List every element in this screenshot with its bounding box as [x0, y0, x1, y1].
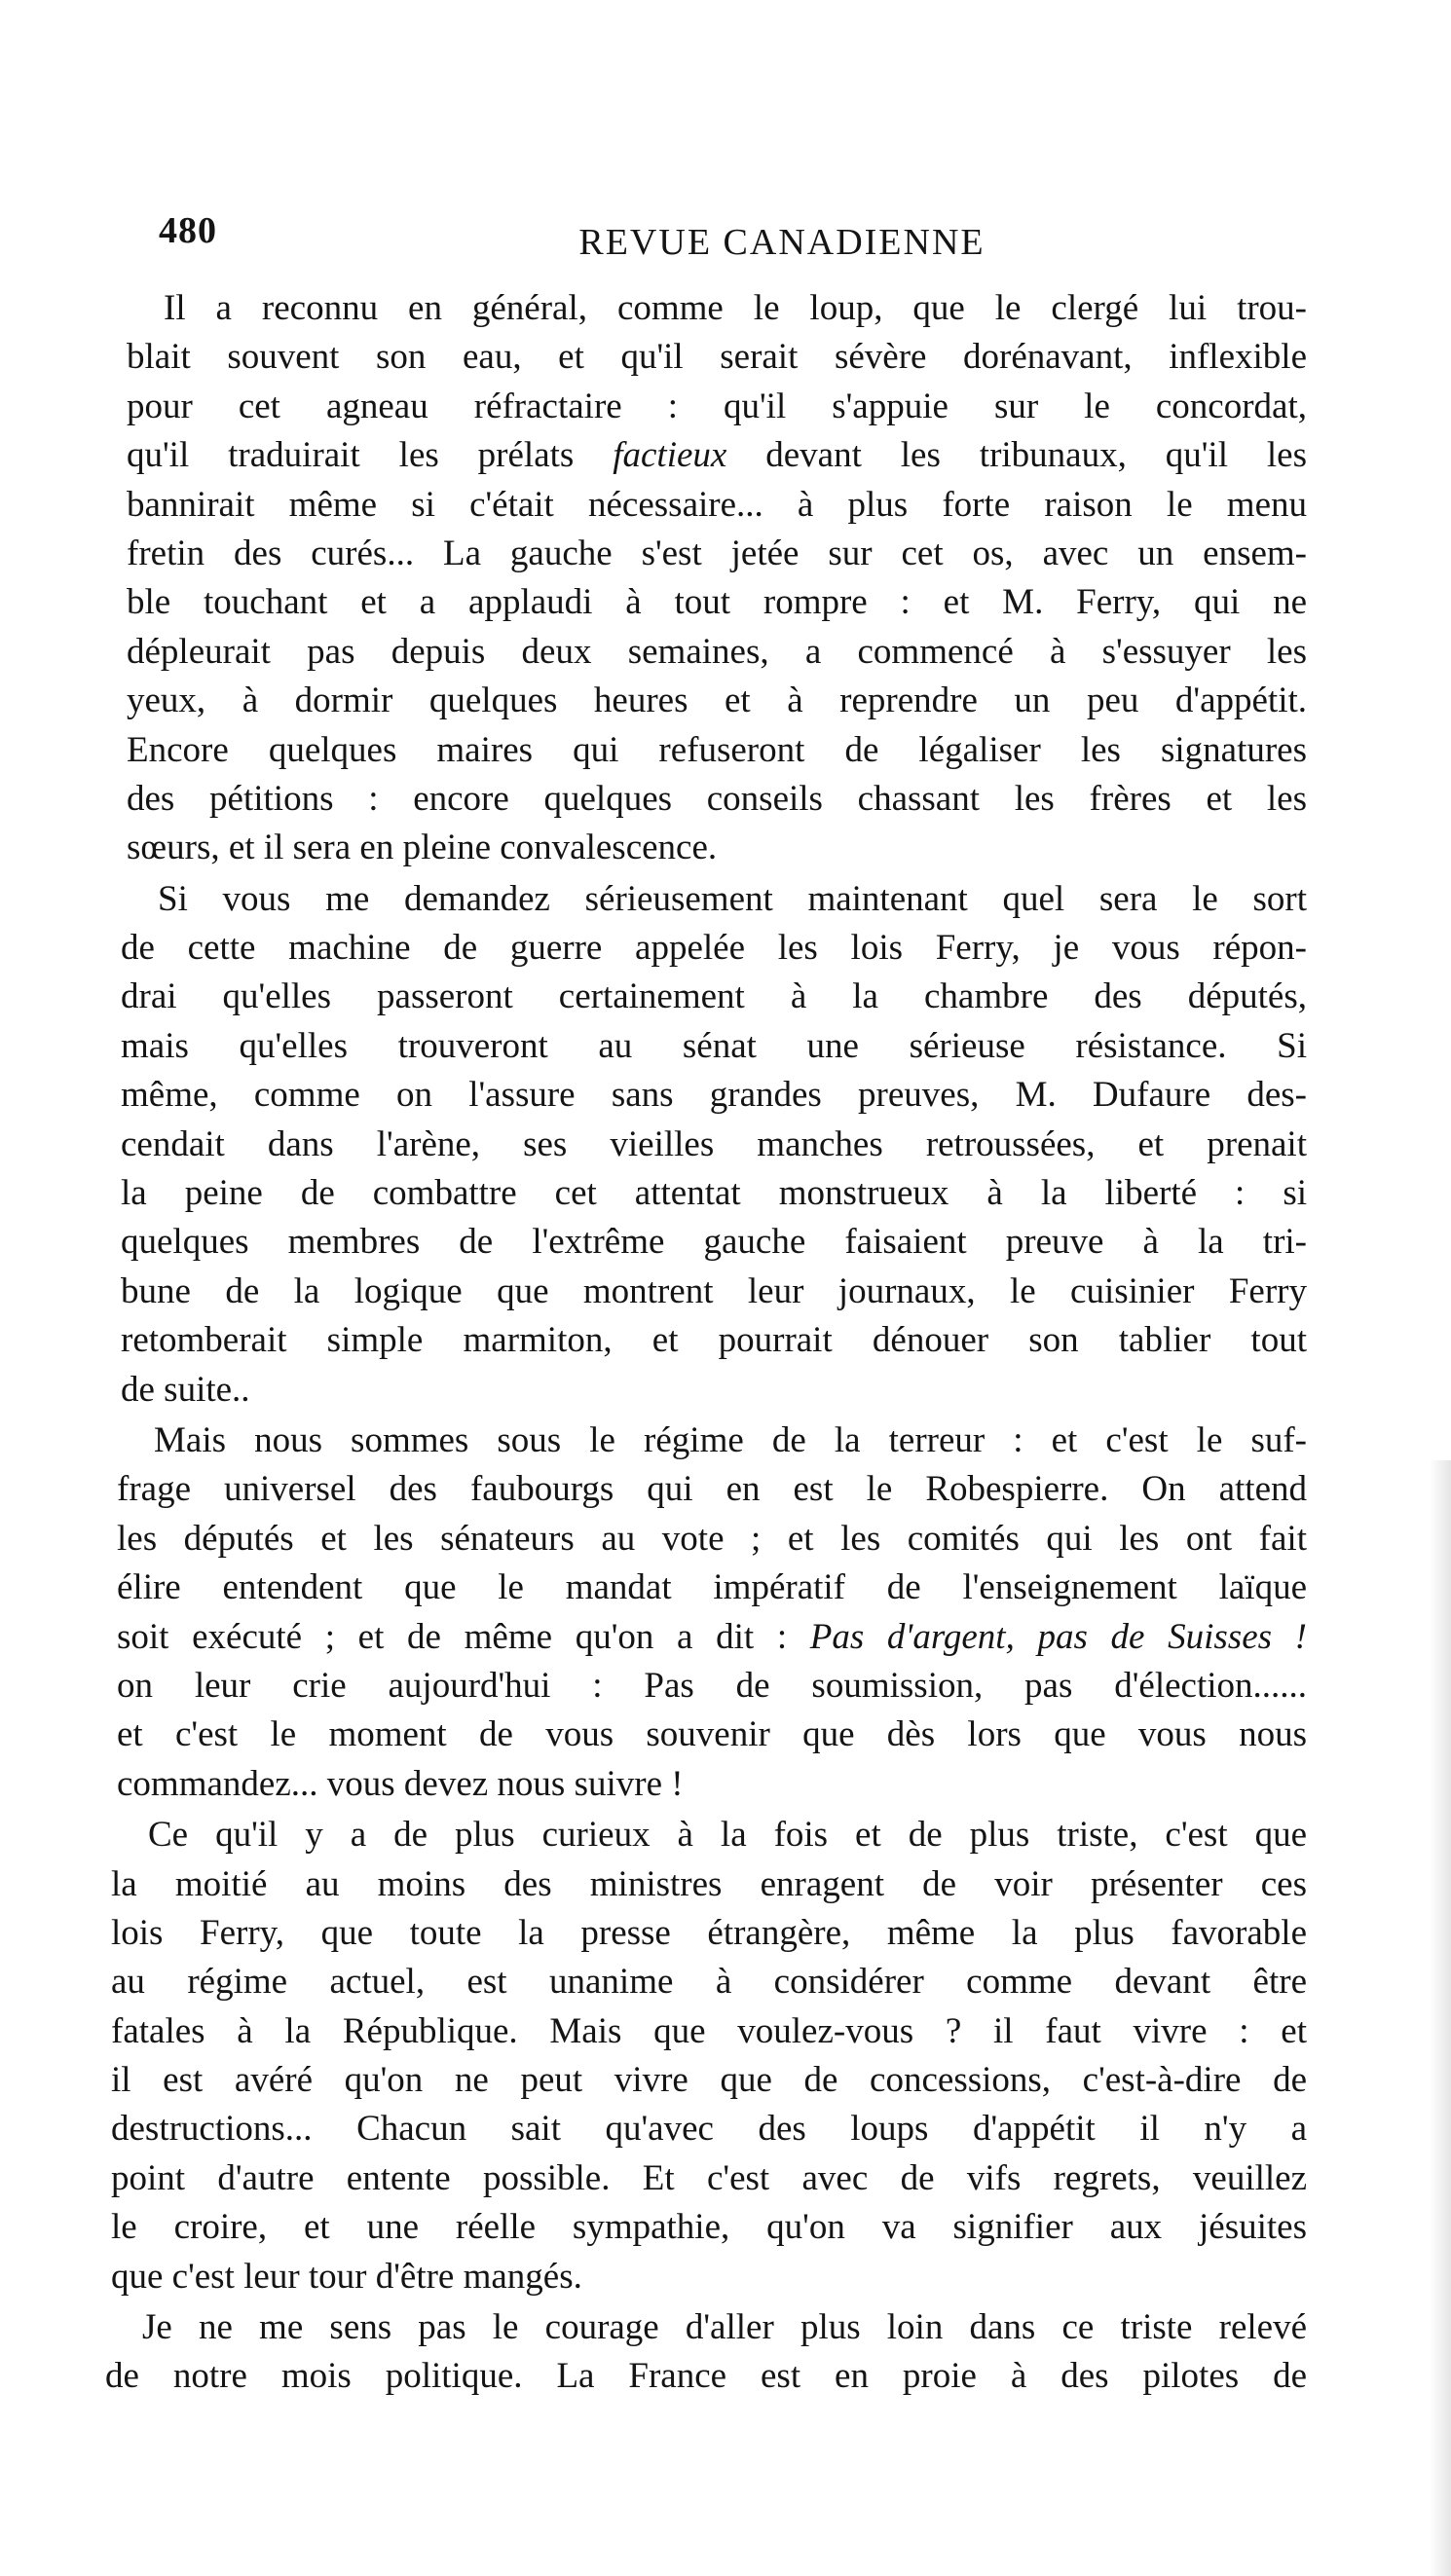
text-line: les députés et les sénateurs au vote ; et les comités qui les ont fait [117, 1518, 1307, 1559]
text-line: élire entendent que le mandat impératif de l'enseignement laïque [117, 1567, 1307, 1608]
text-line: la peine de combattre cet attentat monstrueux à la liberté : si [121, 1173, 1307, 1214]
paragraph [117, 1417, 1307, 1809]
text-line: la moitié au moins des ministres enragent de voir présenter ces [111, 1863, 1307, 1904]
text-line: des pétitions : encore quelques conseils chassant les frères et les [127, 778, 1307, 819]
text-line: point d'autre entente possible. Et c'est avec de vifs regrets, veuillez [111, 2157, 1307, 2198]
text-line: Encore quelques maires qui refuseront de légaliser les signatures [127, 729, 1307, 770]
text-line: bannirait même si c'était nécessaire... à plus forte raison le menu [127, 484, 1307, 525]
text-line: frage universel des faubourgs qui en est le Robespierre. On attend [117, 1469, 1307, 1510]
paragraph [111, 1811, 1307, 2301]
text-line: soit exécuté ; et de même qu'on a dit : Pas d'argent, pas de Suisses ! [117, 1616, 1307, 1657]
paragraph [105, 2303, 1307, 2402]
italic-phrase: factieux [613, 435, 727, 476]
text-line: bune de la logique que montrent leur journaux, le cuisinier Ferry [121, 1270, 1307, 1311]
text-line: dépleurait pas depuis deux semaines, a commencé à s'essuyer les [127, 631, 1307, 672]
text-line: Mais nous sommes sous le régime de la terreur : et c'est le suf- [154, 1419, 1307, 1460]
text-line: Ce qu'il y a de plus curieux à la fois et de plus triste, c'est que [148, 1815, 1307, 1856]
text-line: lois Ferry, que toute la presse étrangère, même la plus favorable [111, 1912, 1307, 1953]
page-header [159, 209, 1293, 268]
text-line: retomberait simple marmiton, et pourrait dénouer son tablier tout [121, 1320, 1307, 1361]
text-line: cendait dans l'arène, ses vieilles manches retroussées, et prenait [121, 1123, 1307, 1164]
text-line: que c'est leur tour d'être mangés. [111, 2256, 582, 2297]
paragraph [127, 284, 1307, 873]
text-line: fretin des curés... La gauche s'est jetée sur cet os, avec un ensem- [127, 533, 1307, 573]
page-number: 480 [159, 210, 217, 251]
text-line: fatales à la République. Mais que voulez-vous ? il faut vivre : et [111, 2010, 1307, 2051]
running-title: REVUE CANADIENNE [578, 222, 986, 263]
body-text [105, 284, 1307, 2404]
text-line: Je ne me sens pas le courage d'aller plus loin dans ce triste relevé [142, 2307, 1307, 2348]
text-line: Il a reconnu en général, comme le loup, que le clergé lui trou- [164, 288, 1307, 328]
text-line: drai qu'elles passeront certainement à la chambre des députés, [121, 976, 1307, 1017]
text-line: quelques membres de l'extrême gauche faisaient preuve à la tri- [121, 1222, 1307, 1263]
text-line: de cette machine de guerre appelée les lois Ferry, je vous répon- [121, 928, 1307, 969]
text-line: le croire, et une réelle sympathie, qu'on va signifier aux jésuites [111, 2207, 1307, 2248]
text-line: au régime actuel, est unanime à considérer comme devant être [111, 1962, 1307, 2003]
text-line: yeux, à dormir quelques heures et à reprendre un peu d'appétit. [127, 681, 1307, 721]
text-line: il est avéré qu'on ne peut vivre que de concessions, c'est-à-dire de [111, 2060, 1307, 2101]
text-line: de suite.. [121, 1369, 250, 1410]
text-line: de notre mois politique. La France est en proie à des pilotes de [105, 2356, 1307, 2397]
paragraph [121, 875, 1307, 1415]
text-line: qu'il traduirait les prélats factieux devant les tribunaux, qu'il les [127, 435, 1307, 476]
text-line: sœurs, et il sera en pleine convalescence. [127, 828, 718, 868]
text-line: et c'est le moment de vous souvenir que dès lors que vous nous [117, 1714, 1307, 1755]
italic-phrase: Pas d'argent, pas de Suisses ! [809, 1616, 1307, 1657]
text-line: pour cet agneau réfractaire : qu'il s'appuie sur le concordat, [127, 386, 1307, 426]
text-line: même, comme on l'assure sans grandes preuves, M. Dufaure des- [121, 1075, 1307, 1116]
text-line: mais qu'elles trouveront au sénat une sérieuse résistance. Si [121, 1025, 1307, 1066]
text-line: Si vous me demandez sérieusement maintenant quel sera le sort [158, 878, 1307, 919]
page-edge-shadow [1430, 1460, 1451, 2576]
text-line: on leur crie aujourd'hui : Pas de soumission, pas d'élection...... [117, 1665, 1307, 1706]
text-line: ble touchant et a applaudi à tout rompre : et M. Ferry, qui ne [127, 582, 1307, 623]
text-line: commandez... vous devez nous suivre ! [117, 1763, 684, 1804]
text-line: destructions... Chacun sait qu'avec des loups d'appétit il n'y a [111, 2109, 1307, 2150]
text-line: blait souvent son eau, et qu'il serait sévère dorénavant, inflexible [127, 337, 1307, 378]
